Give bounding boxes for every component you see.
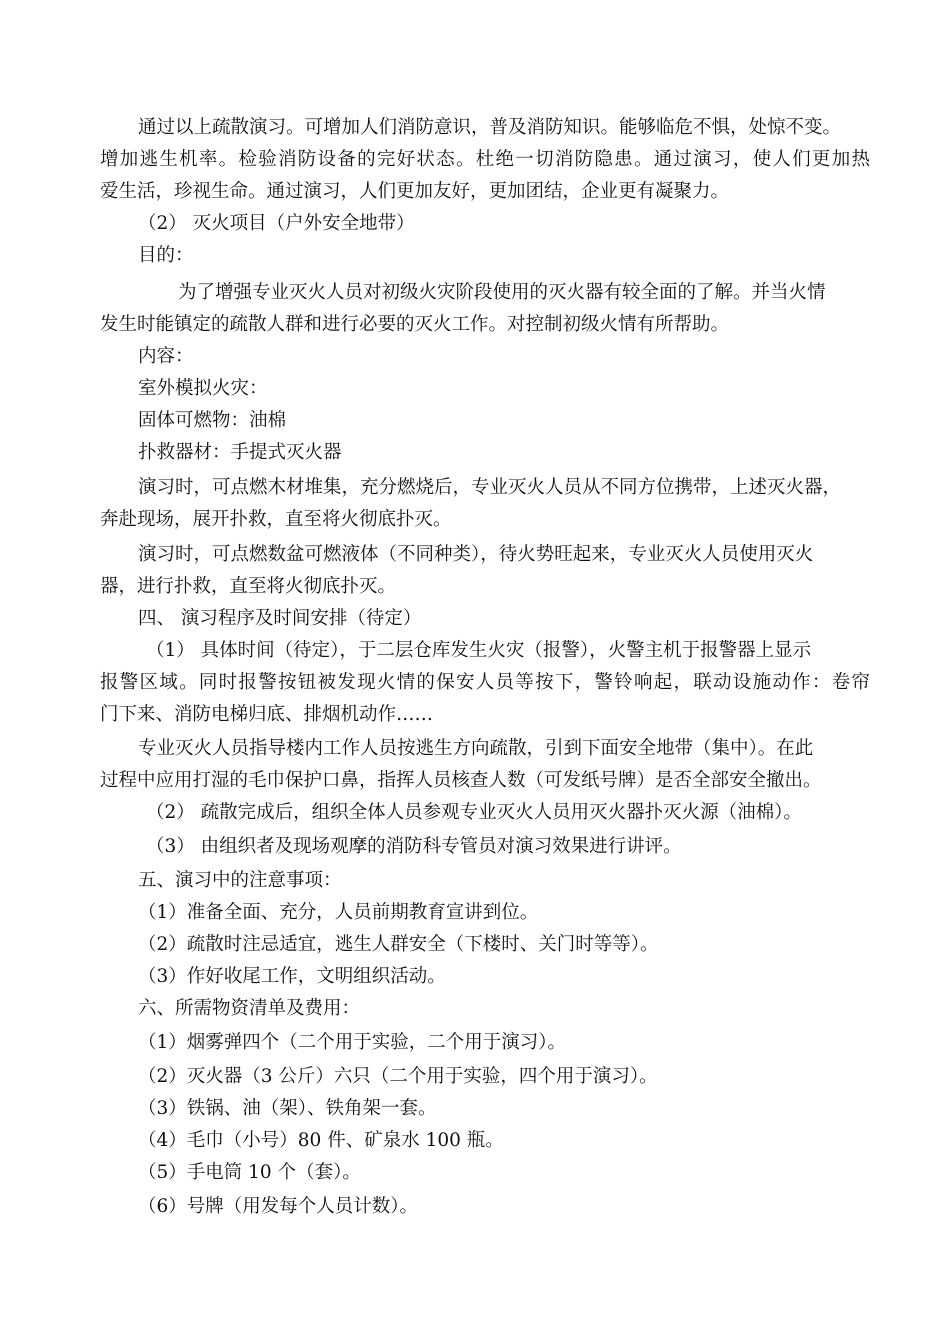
paragraph-line: （1） 具体时间（待定），于二层仓库发生火灾（报警），火警主机于报警器上显示 xyxy=(146,640,812,661)
paragraph-line: 发生时能镇定的疏散人群和进行必要的灭火工作。对控制初级火情有所帮助。 xyxy=(100,314,730,335)
list-item: （1）烟雾弹四个（二个用于实验，二个用于演习）。 xyxy=(138,1032,567,1053)
paragraph-line: 增加逃生机率。检验消防设备的完好状态。杜绝一切消防隐患。通过演习，使人们更加热 xyxy=(100,149,870,170)
paragraph-line: 门下来、消防电梯归底、排烟机动作…… xyxy=(100,704,434,725)
paragraph-line: 报警区域。同时报警按钮被发现火情的保安人员等按下，警铃响起，联动设施动作：卷帘 xyxy=(100,672,870,693)
paragraph-line: 过程中应用打湿的毛巾保护口鼻，指挥人员核查人数（可发纸号牌）是否全部安全撤出。 xyxy=(100,770,822,791)
paragraph-line: （3） 由组织者及现场观摩的消防科专管员对演习效果进行讲评。 xyxy=(146,836,682,857)
paragraph-line: 奔赴现场，展开扑救，直至将火彻底扑灭。 xyxy=(100,509,452,530)
section-heading: 四、 演习程序及时间安排（待定） xyxy=(138,608,422,629)
paragraph-line: 爱生活，珍视生命。通过演习，人们更加友好，更加团结，企业更有凝聚力。 xyxy=(100,181,730,202)
paragraph-line: 演习时，可点燃数盆可燃液体（不同种类），待火势旺起来，专业灭火人员使用灭火 xyxy=(138,544,814,565)
list-item: （2）疏散时注忌适宜，逃生人群安全（下楼时、关门时等等）。 xyxy=(138,934,659,955)
list-item: （2）灭火器（3 公斤）六只（二个用于实验，四个用于演习）。 xyxy=(138,1066,658,1087)
list-item: （3）铁锅、油（架）、铁角架一套。 xyxy=(138,1098,437,1119)
label-line: 内容： xyxy=(138,346,194,367)
section-heading: （2） 灭火项目（户外安全地带） xyxy=(138,213,415,234)
list-item: （4）毛巾（小号）80 件、矿泉水 100 瓶。 xyxy=(138,1130,504,1151)
section-heading: 六、所需物资清单及费用： xyxy=(138,998,361,1019)
paragraph-line: 演习时，可点燃木材堆集，充分燃烧后，专业灭火人员从不同方位携带，上述灭火器， xyxy=(138,477,842,498)
list-item: （5）手电筒 10 个（套）。 xyxy=(138,1162,361,1183)
list-item: （3）作好收尾工作，文明组织活动。 xyxy=(138,966,446,987)
label-line: 目的： xyxy=(138,245,194,266)
section-heading: 五、演习中的注意事项： xyxy=(138,870,342,891)
paragraph-line: 通过以上疏散演习。可增加人们消防意识，普及消防知识。能够临危不惧，处惊不变。 xyxy=(138,117,842,138)
list-item: （1）准备全面、充分，人员前期教育宣讲到位。 xyxy=(138,902,539,923)
paragraph-line: 扑救器材：手提式灭火器 xyxy=(138,442,342,463)
paragraph-line: （2） 疏散完成后，组织全体人员参观专业灭火人员用灭火器扑灭火源（油棉）。 xyxy=(146,802,802,823)
list-item: （6）号牌（用发每个人员计数）。 xyxy=(138,1196,419,1217)
paragraph-line: 为了增强专业灭火人员对初级火灾阶段使用的灭火器有较全面的了解。并当火情 xyxy=(178,282,826,303)
paragraph-line: 固体可燃物：油棉 xyxy=(138,410,287,431)
paragraph-line: 室外模拟火灾： xyxy=(138,378,268,399)
paragraph-line: 器，进行扑救，直至将火彻底扑灭。 xyxy=(100,576,397,597)
paragraph-line: 专业灭火人员指导楼内工作人员按逃生方向疏散，引到下面安全地带（集中）。在此 xyxy=(138,738,814,759)
